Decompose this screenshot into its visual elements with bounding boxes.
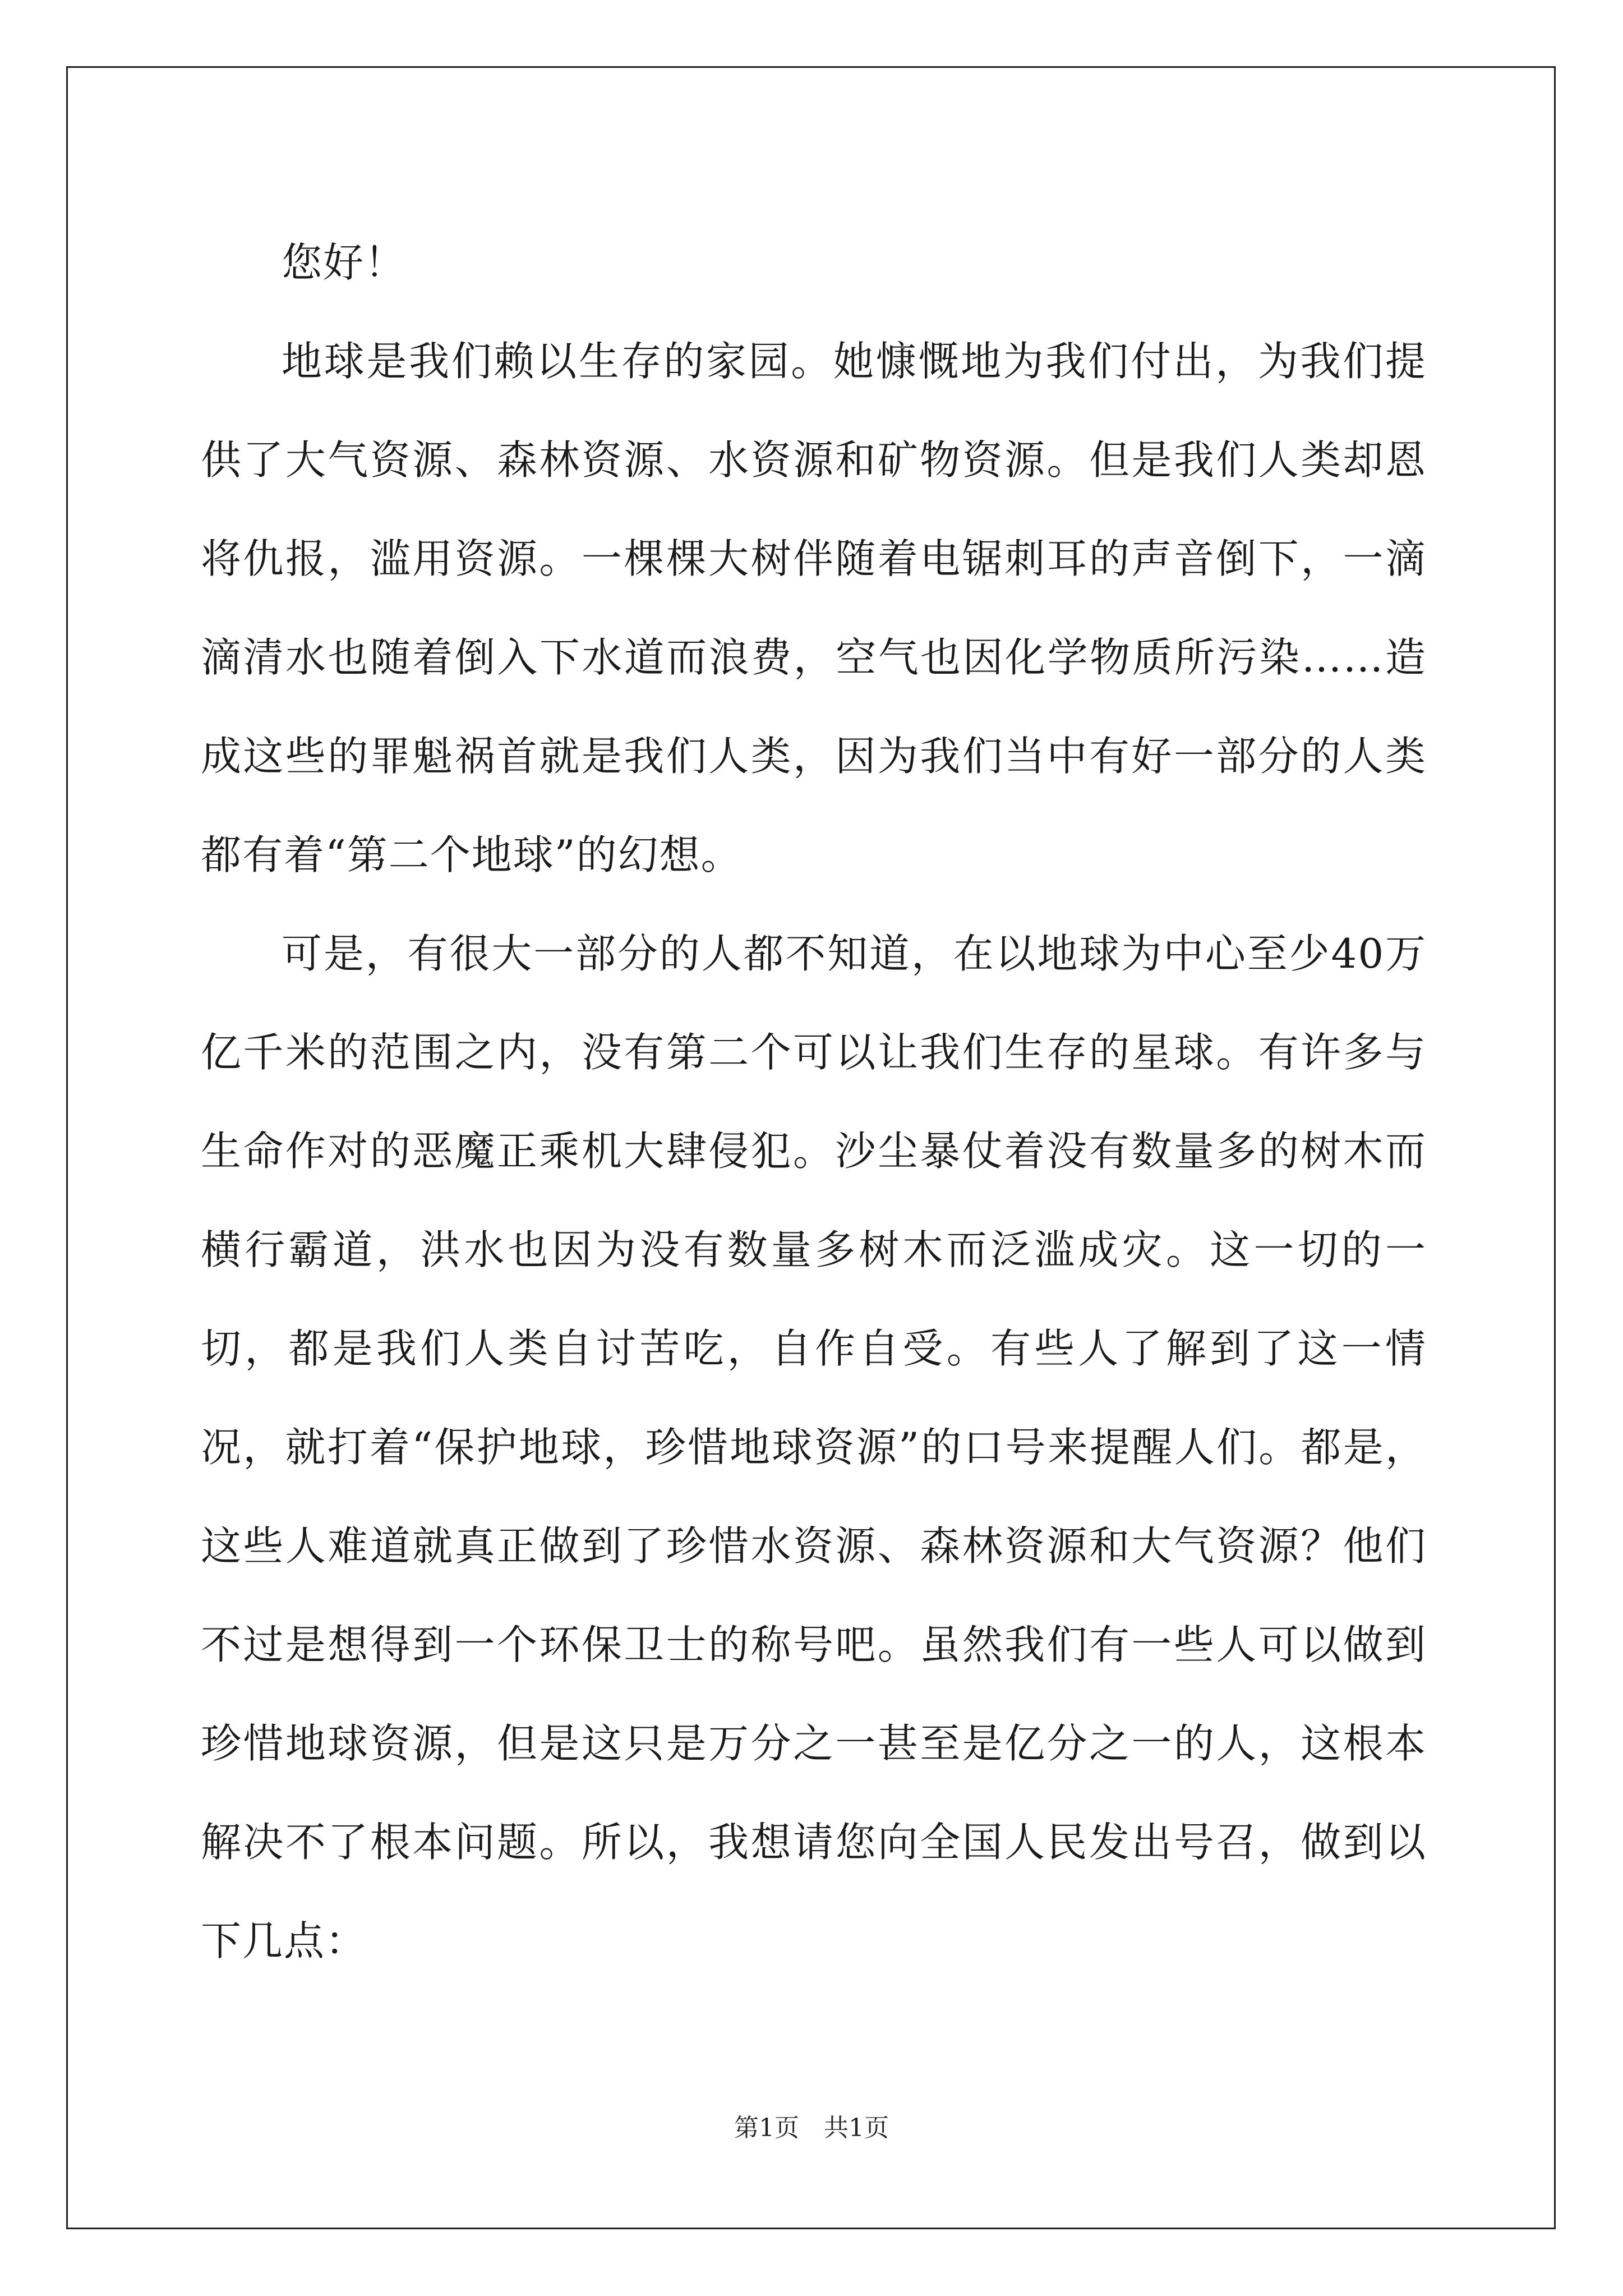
greeting-line: 您好！: [282, 239, 407, 286]
paragraph-2: 可是，有很大一部分的人都不知道，在以地球为中心至少40万亿千米的范围之内，没有第二个可以让我们生存的星球。有许多与生命作对的恶魔正乘机大肆侵犯。沙尘暴仗着没有数量多的树木而横行霸道，洪水也因为没有数量多树木而泛滥成灾。这一切的一切，都是我们人类自讨苦吃，自作自受。有些人了解到了这一情况，就打着“保护地球，珍惜地球资源”的口号来提醒人们。都是，这些人难道就真正做到了珍惜水资源、森林资源和大气资源？他们不过是想得到一个环保卫士的称号吧。虽然我们有一些人可以做到珍惜地球资源，但是这只是万分之一甚至是亿分之一的人，这根本解决不了根本问题。所以，我想请您向全国人民发出号召，做到以下几点：: [201, 930, 1427, 1964]
document-body: [201, 191, 1427, 1990]
paragraph-1: 地球是我们赖以生存的家园。她慷慨地为我们付出，为我们提供了大气资源、森林资源、水资源和矿物资源。但是我们人类却恩将仇报，滥用资源。一棵棵大树伴随着电锯刺耳的声音倒下，一滴滴清水也随着倒入下水道而浪费，空气也因化学物质所污染……造成这些的罪魁祸首就是我们人类，因为我们当中有好一部分的人类都有着“第二个地球”的幻想。: [201, 338, 1427, 878]
page-footer: 第1页 共1页: [734, 2114, 889, 2142]
